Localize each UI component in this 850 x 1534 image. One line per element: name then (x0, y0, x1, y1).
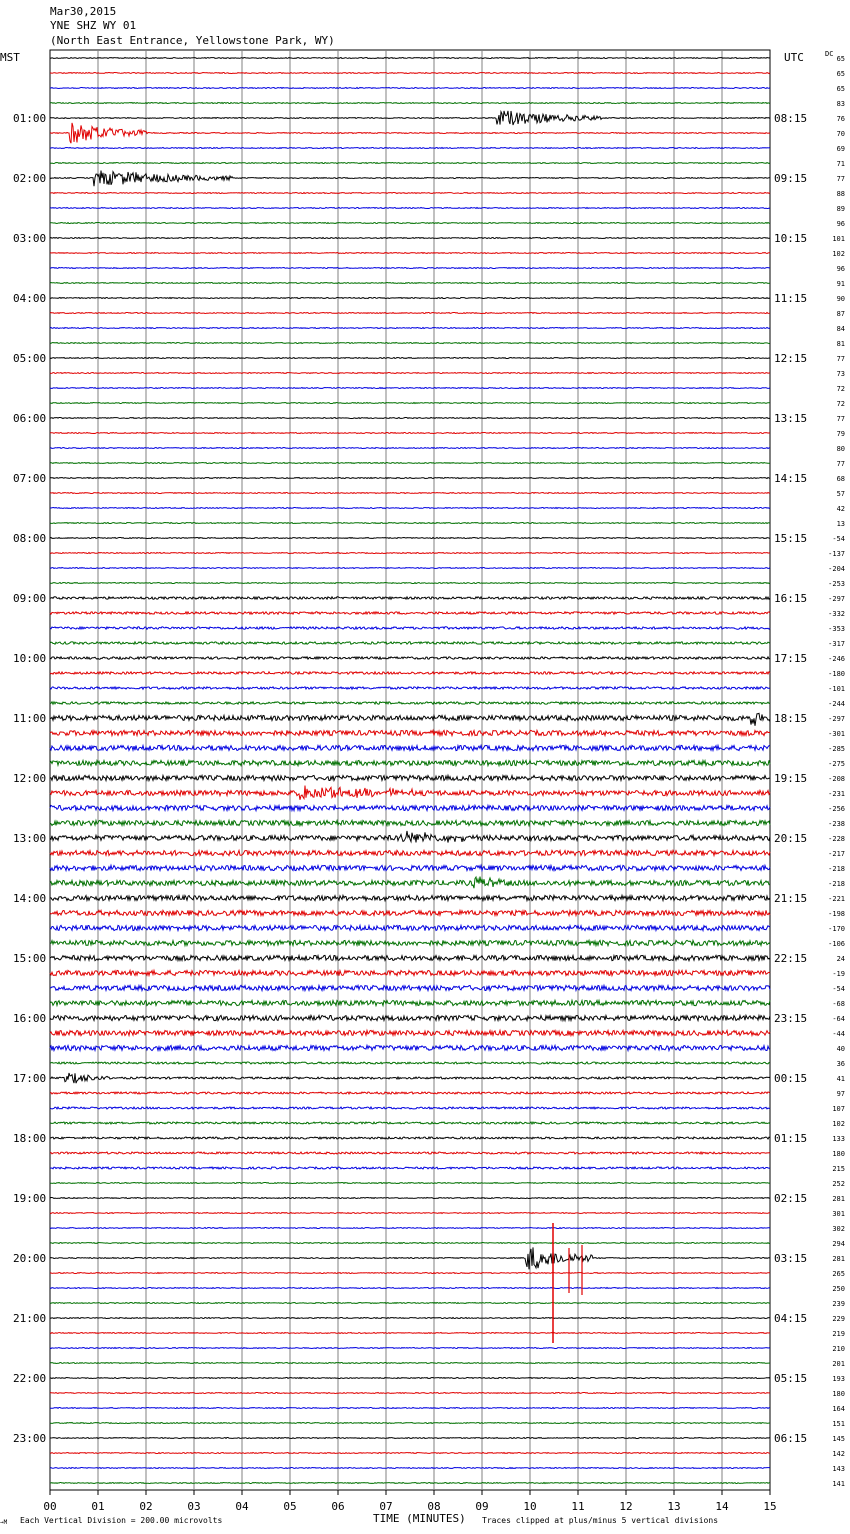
trace-line (50, 103, 770, 104)
dc-offset-value: 88 (836, 190, 845, 198)
dc-offset-value: 73 (836, 370, 845, 378)
trace-line (50, 1423, 770, 1424)
trace-line (50, 760, 770, 765)
right-hour-label: 13:15 (774, 412, 808, 425)
left-hour-label: 13:00 (13, 832, 47, 845)
dc-offset-value: 250 (832, 1285, 845, 1293)
scale-note: Each Vertical Division = 200.00 microvolts (20, 1516, 223, 1525)
trace-line (50, 583, 770, 584)
trace-line (50, 702, 770, 704)
trace-line (50, 148, 770, 149)
trace-line (50, 268, 770, 269)
x-tick-label: 12 (619, 1500, 633, 1513)
x-tick-label: 11 (571, 1500, 585, 1513)
dc-offset-value: 210 (832, 1345, 845, 1353)
trace-line (50, 493, 770, 494)
trace-line (50, 123, 770, 143)
x-tick-label: 15 (763, 1500, 777, 1513)
trace-line (50, 865, 770, 870)
dc-offset-value: -317 (828, 640, 845, 648)
dc-offset-value: 24 (836, 955, 845, 963)
dc-offset-value: -198 (828, 910, 845, 918)
x-tick-label: 03 (187, 1500, 201, 1513)
left-hour-label: 01:00 (13, 112, 47, 125)
header-station: YNE SHZ WY 01 (50, 19, 137, 32)
dc-offset-value: 79 (836, 430, 845, 438)
right-hour-label: 15:15 (774, 532, 808, 545)
trace-line (50, 463, 770, 464)
dc-offset-value: 70 (836, 130, 845, 138)
dc-offset-value: 80 (836, 445, 845, 453)
dc-offset-value: -106 (828, 940, 845, 948)
dc-offset-value: 96 (836, 265, 845, 273)
right-hour-label: 16:15 (774, 592, 808, 605)
trace-line (50, 687, 770, 689)
dc-offset-value: 77 (836, 175, 845, 183)
dc-offset-value: 281 (832, 1195, 845, 1203)
dc-offset-value: -332 (828, 610, 845, 618)
x-tick-label: 08 (427, 1500, 441, 1513)
left-hour-label: 09:00 (13, 592, 47, 605)
dc-offset-value: -244 (828, 700, 845, 708)
trace-line (50, 910, 770, 915)
dc-offset-value: -297 (828, 595, 845, 603)
trace-line (50, 925, 770, 930)
dc-offset-value: 83 (836, 100, 845, 108)
dc-offset-value: 65 (836, 85, 845, 93)
x-tick-label: 01 (91, 1500, 105, 1513)
dc-offset-value: -54 (832, 985, 845, 993)
trace-line (50, 642, 770, 644)
trace-line (50, 553, 770, 554)
right-hour-label: 23:15 (774, 1012, 808, 1025)
trace-line (50, 1408, 770, 1409)
trace-line (50, 627, 770, 629)
trace-line (50, 657, 770, 659)
trace-line (50, 1167, 770, 1169)
right-hour-label: 05:15 (774, 1372, 808, 1385)
left-hour-label: 02:00 (13, 172, 47, 185)
dc-offset-value: 40 (836, 1045, 845, 1053)
dc-offset-value: 133 (832, 1135, 845, 1143)
right-hour-label: 21:15 (774, 892, 808, 905)
right-hour-label: 12:15 (774, 352, 808, 365)
x-tick-label: 05 (283, 1500, 297, 1513)
trace-line (50, 1393, 770, 1394)
trace-line (50, 1015, 770, 1020)
header-location: (North East Entrance, Yellowstone Park, WY) (50, 34, 335, 47)
x-tick-label: 09 (475, 1500, 489, 1513)
right-hour-label: 17:15 (774, 652, 808, 665)
trace-line (50, 328, 770, 329)
trace-line (50, 1152, 770, 1154)
trace-line (50, 831, 770, 843)
trace-line (50, 1228, 770, 1229)
trace-line (50, 298, 770, 299)
trace-line (50, 171, 770, 187)
dc-offset-value: 81 (836, 340, 845, 348)
trace-line (50, 1288, 770, 1289)
trace-line (50, 612, 770, 614)
dc-offset-value: 91 (836, 280, 845, 288)
trace-line (50, 1045, 770, 1050)
trace-line (50, 850, 770, 855)
x-tick-label: 14 (715, 1500, 729, 1513)
dc-offset-value: 97 (836, 1090, 845, 1098)
trace-line (50, 343, 770, 344)
dc-offset-value: -64 (832, 1015, 845, 1023)
dc-offset-value: 141 (832, 1480, 845, 1488)
trace-line (50, 1303, 770, 1304)
left-hour-label: 03:00 (13, 232, 47, 245)
dc-offset-value: 77 (836, 355, 845, 363)
dc-offset-value: -170 (828, 925, 845, 933)
trace-line (50, 433, 770, 434)
trace-line (50, 1318, 770, 1319)
dc-offset-value: 143 (832, 1465, 845, 1473)
right-hour-label: 04:15 (774, 1312, 808, 1325)
x-tick-label: 06 (331, 1500, 345, 1513)
dc-offset-value: -180 (828, 670, 845, 678)
trace-line (50, 478, 770, 479)
dc-offset-value: -246 (828, 655, 845, 663)
trace-line (50, 1062, 770, 1064)
trace-line (50, 745, 770, 750)
trace-line (50, 940, 770, 945)
trace-line (50, 1198, 770, 1199)
trace-line (50, 1213, 770, 1214)
dc-offset-value: 102 (832, 1120, 845, 1128)
trace-line (50, 1243, 770, 1244)
dc-offset-value: 180 (832, 1390, 845, 1398)
x-tick-label: 02 (139, 1500, 153, 1513)
dc-offset-value: 252 (832, 1180, 845, 1188)
trace-line (50, 313, 770, 314)
trace-line (50, 253, 770, 254)
dc-offset-value: 69 (836, 145, 845, 153)
dc-offset-value: 76 (836, 115, 845, 123)
right-hour-label: 02:15 (774, 1192, 808, 1205)
dc-offset-value: -218 (828, 880, 845, 888)
x-tick-label: 04 (235, 1500, 249, 1513)
right-hour-label: 01:15 (774, 1132, 808, 1145)
dc-offset-value: 294 (832, 1240, 845, 1248)
trace-line (50, 672, 770, 674)
right-hour-label: 08:15 (774, 112, 808, 125)
left-hour-label: 08:00 (13, 532, 47, 545)
trace-line (50, 73, 770, 74)
right-hour-label: 14:15 (774, 472, 808, 485)
trace-line (50, 88, 770, 89)
dc-offset-value: 102 (832, 250, 845, 258)
trace-line (50, 373, 770, 374)
dc-offset-value: -238 (828, 820, 845, 828)
dc-offset-value: -19 (832, 970, 845, 978)
dc-offset-value: -44 (832, 1030, 845, 1038)
dc-offset-value: -253 (828, 580, 845, 588)
dc-offset-value: -101 (828, 685, 845, 693)
trace-line (50, 775, 770, 780)
trace-line (50, 1468, 770, 1469)
trace-line (50, 1438, 770, 1439)
right-hour-label: 10:15 (774, 232, 808, 245)
trace-line (50, 1092, 770, 1094)
dc-offset-value: 229 (832, 1315, 845, 1323)
trace-line (50, 508, 770, 509)
dc-offset-value: 101 (832, 235, 845, 243)
trace-line (50, 283, 770, 284)
trace-line (50, 358, 770, 359)
dc-offset-value: -221 (828, 895, 845, 903)
trace-line (50, 713, 770, 726)
x-tick-label: 13 (667, 1500, 681, 1513)
dc-offset-value: 41 (836, 1075, 845, 1083)
x-axis-label: TIME (MINUTES) (373, 1512, 466, 1525)
left-hour-label: 16:00 (13, 1012, 47, 1025)
right-hour-label: 09:15 (774, 172, 808, 185)
dc-offset-value: -217 (828, 850, 845, 858)
trace-line (50, 1273, 770, 1274)
trace-line (50, 1073, 770, 1083)
dc-offset-value: 239 (832, 1300, 845, 1308)
dc-offset-value: 142 (832, 1450, 845, 1458)
left-hour-label: 04:00 (13, 292, 47, 305)
left-hour-label: 14:00 (13, 892, 47, 905)
right-hour-label: 06:15 (774, 1432, 808, 1445)
left-hour-label: 07:00 (13, 472, 47, 485)
trace-line (50, 1000, 770, 1005)
left-timezone-label: MST (0, 51, 20, 64)
dc-offset-value: 96 (836, 220, 845, 228)
trace-line (50, 805, 770, 810)
dc-offset-value: 89 (836, 205, 845, 213)
right-hour-label: 03:15 (774, 1252, 808, 1265)
right-hour-label: 19:15 (774, 772, 808, 785)
trace-line (50, 1483, 770, 1484)
trace-line (50, 223, 770, 224)
dc-offset-value: -275 (828, 760, 845, 768)
trace-line (50, 208, 770, 209)
dc-offset-value: -231 (828, 790, 845, 798)
trace-line (50, 1348, 770, 1349)
dc-offset-value: 193 (832, 1375, 845, 1383)
trace-line (50, 820, 770, 825)
left-hour-label: 06:00 (13, 412, 47, 425)
left-hour-label: 18:00 (13, 1132, 47, 1145)
trace-line (50, 1122, 770, 1124)
dc-offset-value: 302 (832, 1225, 845, 1233)
dc-offset-value: 281 (832, 1255, 845, 1263)
dc-offset-value: -301 (828, 730, 845, 738)
right-hour-label: 00:15 (774, 1072, 808, 1085)
left-hour-label: 10:00 (13, 652, 47, 665)
dc-offset-value: 90 (836, 295, 845, 303)
trace-line (50, 1030, 770, 1035)
trace-line (50, 895, 770, 900)
trace-line (50, 1453, 770, 1454)
dc-offset-value: -137 (828, 550, 845, 558)
left-hour-label: 15:00 (13, 952, 47, 965)
trace-line (50, 1333, 770, 1334)
trace-line (50, 403, 770, 404)
trace-line (50, 786, 770, 800)
right-hour-label: 22:15 (774, 952, 808, 965)
trace-line (50, 58, 770, 59)
dc-offset-value: 84 (836, 325, 845, 333)
trace-line (50, 1183, 770, 1184)
x-tick-label: 10 (523, 1500, 537, 1513)
trace-line (50, 877, 770, 889)
trace-line (50, 1107, 770, 1109)
right-timezone-label: UTC (784, 51, 804, 64)
trace-line (50, 238, 770, 239)
trace-line (50, 1247, 770, 1269)
trace-line (50, 597, 770, 599)
dc-offset-value: 301 (832, 1210, 845, 1218)
dc-offset-value: 77 (836, 415, 845, 423)
header-date: Mar30,2015 (50, 5, 117, 18)
trace-line (50, 1378, 770, 1379)
dc-offset-value: 72 (836, 400, 845, 408)
dc-offset-value: -297 (828, 715, 845, 723)
left-hour-label: 17:00 (13, 1072, 47, 1085)
dc-offset-value: 65 (836, 55, 845, 63)
dc-offset-value: 265 (832, 1270, 845, 1278)
left-hour-label: 20:00 (13, 1252, 47, 1265)
clip-note: Traces clipped at plus/minus 5 vertical divisions (482, 1516, 719, 1525)
trace-line (50, 448, 770, 449)
dc-offset-value: 180 (832, 1150, 845, 1158)
trace-line (50, 163, 770, 164)
left-hour-label: 23:00 (13, 1432, 47, 1445)
plot-frame (50, 50, 770, 1490)
left-hour-label: 05:00 (13, 352, 47, 365)
dc-offset-value: 151 (832, 1420, 845, 1428)
dc-offset-value: 164 (832, 1405, 845, 1413)
dc-offset-value: 72 (836, 385, 845, 393)
trace-line (50, 193, 770, 194)
trace-line (50, 1363, 770, 1364)
dc-label: DC (825, 50, 834, 58)
dc-offset-value: 13 (836, 520, 845, 528)
dc-offset-value: -208 (828, 775, 845, 783)
dc-offset-value: -218 (828, 865, 845, 873)
left-hour-label: 11:00 (13, 712, 47, 725)
dc-offset-value: 68 (836, 475, 845, 483)
trace-line (50, 538, 770, 539)
left-hour-label: 19:00 (13, 1192, 47, 1205)
dc-offset-value: 219 (832, 1330, 845, 1338)
right-hour-label: 11:15 (774, 292, 808, 305)
trace-line (50, 955, 770, 960)
trace-line (50, 970, 770, 975)
dc-offset-value: -68 (832, 1000, 845, 1008)
dc-offset-value: -228 (828, 835, 845, 843)
trace-line (50, 1137, 770, 1139)
dc-offset-value: -285 (828, 745, 845, 753)
right-hour-label: 18:15 (774, 712, 808, 725)
trace-line (50, 730, 770, 735)
trace-line (50, 418, 770, 419)
dc-offset-value: 77 (836, 460, 845, 468)
trace-line (50, 388, 770, 389)
left-hour-label: 22:00 (13, 1372, 47, 1385)
dc-offset-value: -353 (828, 625, 845, 633)
dc-offset-value: 71 (836, 160, 845, 168)
dc-offset-value: -54 (832, 535, 845, 543)
dc-offset-value: 107 (832, 1105, 845, 1113)
dc-offset-value: -204 (828, 565, 845, 573)
left-hour-label: 12:00 (13, 772, 47, 785)
left-hour-label: 21:00 (13, 1312, 47, 1325)
dc-offset-value: 215 (832, 1165, 845, 1173)
trace-line (50, 568, 770, 569)
trace-line (50, 985, 770, 990)
x-tick-label: 07 (379, 1500, 393, 1513)
usgs-logo: →M (0, 1519, 8, 1526)
dc-offset-value: 36 (836, 1060, 845, 1068)
dc-offset-value: 201 (832, 1360, 845, 1368)
dc-offset-value: 57 (836, 490, 845, 498)
x-tick-label: 00 (43, 1500, 57, 1513)
dc-offset-value: 145 (832, 1435, 845, 1443)
dc-offset-value: 42 (836, 505, 845, 513)
dc-offset-value: 65 (836, 70, 845, 78)
dc-offset-value: -256 (828, 805, 845, 813)
dc-offset-value: 87 (836, 310, 845, 318)
trace-line (50, 111, 770, 125)
right-hour-label: 20:15 (774, 832, 808, 845)
trace-line (50, 523, 770, 524)
